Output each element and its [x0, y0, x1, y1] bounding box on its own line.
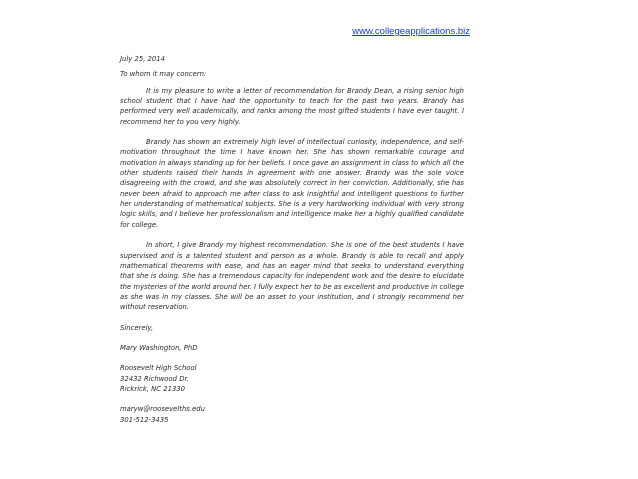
letter-paragraph-2: Brandy has shown an extremely high level of intellectual curiosity, independence, and self-motivation throughout the time I have known her. She has shown remarkable courage and motivation in always standing up for her beliefs. I once gave an assignment in class to which all the other students raised their hands in agreement with one answer. Brandy was the sole voice disagreeing with the crowd, and she was absolutely correct in her conviction. Additionally, she has never been afraid to approach me after class to ask insightful and intelligent questions to further her understanding of mathematical subjects. She is a very hardworking individual with very strong logic skills, and I believe her professionalism and intelligence make her a highly qualified candidate for college.	[120, 138, 464, 229]
email-address[interactable]: maryw@roosevelths.edu	[120, 405, 205, 414]
school-name: Roosevelt High School	[120, 364, 197, 373]
signer-name: Mary Washington, PhD	[120, 343, 198, 352]
recommendation-letter	[120, 54, 464, 425]
letter-salutation: To whom it may concern:	[120, 70, 207, 79]
letter-date: July 25, 2014	[120, 55, 165, 63]
address-block	[120, 363, 464, 394]
contact-block	[120, 404, 464, 425]
website-link[interactable]: www.collegeapplications.biz	[352, 26, 470, 37]
letter-closing: Sincerely,	[120, 323, 154, 332]
letter-paragraph-1: It is my pleasure to write a letter of recommendation for Brandy Dean, a rising senior high school student that I have had the opportunity to teach for the past two years. Brandy has performed very well academically, and ranks among the most gifted students I have ever taught. I recommend her to you very highly.	[120, 86, 464, 126]
street-address: 32432 Richwood Dr.	[120, 374, 189, 383]
letter-paragraph-3: In short, I give Brandy my highest recommendation. She is one of the best students I have supervised and is a talented student and person as a whole. Brandy is able to recall and apply mathematical theorems with ease, and has an eager mind that seeks to understand everything that she is doing. She has a tremendous capacity for independent work and the desire to elucidate the mysteries of the world around her. I fully expect her to be as excellent and productive in college as she was in my classes. She will be an asset to your institution, and I strongly recommend her without reservation.	[120, 241, 464, 312]
phone-number: 301-512-3435	[120, 415, 169, 424]
city-state-zip: Rickrick, NC 21330	[120, 384, 186, 393]
